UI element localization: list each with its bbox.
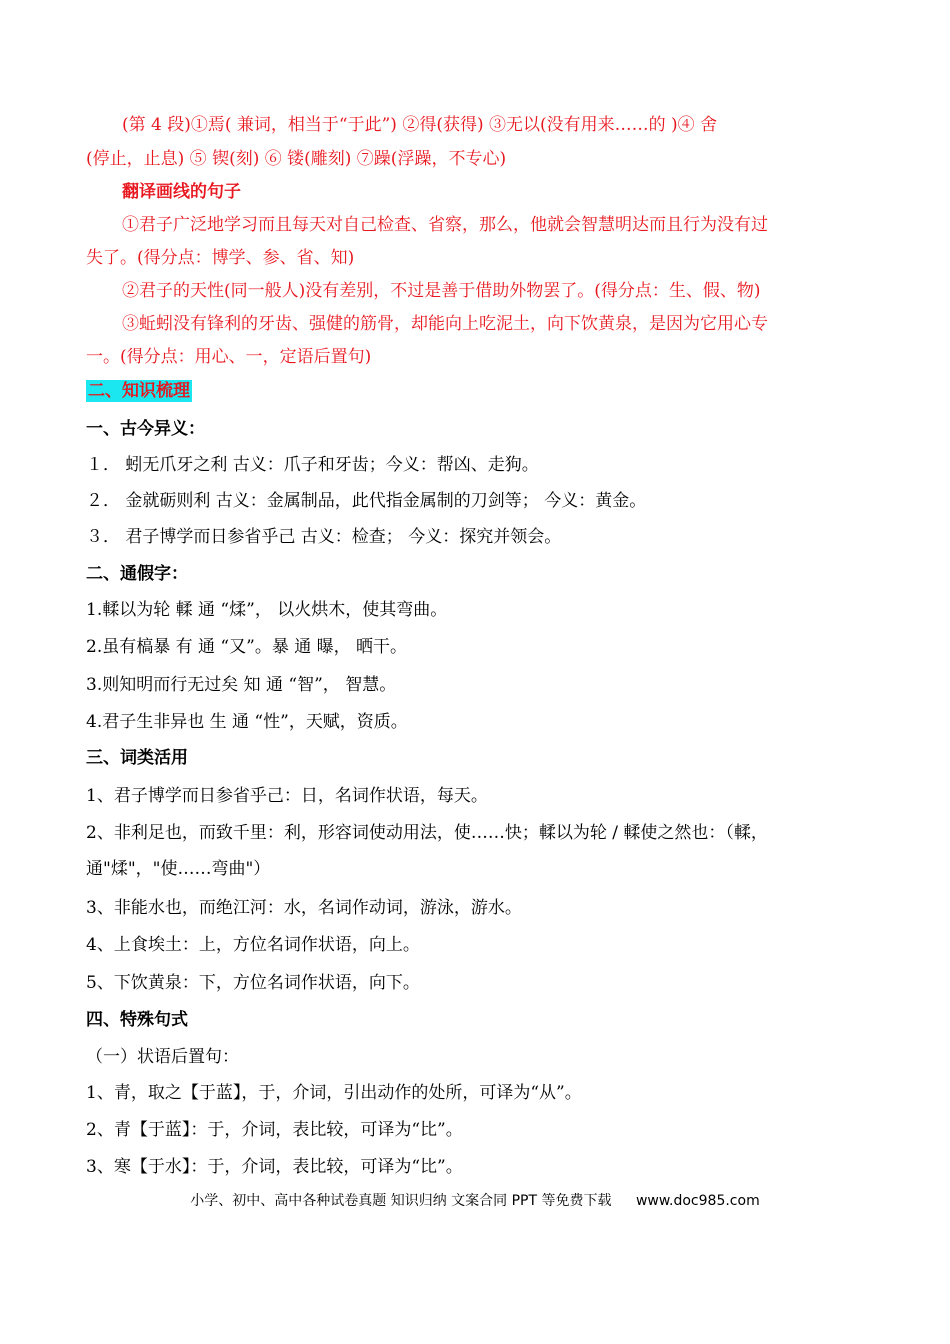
list-item: 4.君子生非异也 生 通 “性”，天赋，资质。 — [86, 712, 408, 732]
sentence3-line2: 一。(得分点：用心、一，定语后置句) — [86, 347, 372, 367]
footer-url: www.doc985.com — [635, 1193, 760, 1209]
footer-text: 小学、初中、高中各种试卷真题 知识归纳 文案合同 PPT 等免费下载 — [190, 1193, 612, 1209]
list-item: 1.輮以为轮 輮 通 “煣”， 以火烘木，使其弯曲。 — [86, 600, 448, 620]
list-item: 5、下饮黄泉：下，方位名词作状语，向下。 — [86, 973, 420, 993]
sentence1-line2: 失了。(得分点：博学、参、省、知) — [86, 248, 355, 268]
list-item: 通"煣"，"使……弯曲"） — [86, 859, 271, 879]
list-item: 3、寒【于水】：于，介词，表比较，可译为“比”。 — [86, 1157, 463, 1177]
translate-heading: 翻译画线的句子 — [122, 182, 241, 202]
heading-word-class: 三、词类活用 — [86, 748, 188, 768]
para4-notes-line1: (第 4 段)①焉( 兼词，相当于“于此”) ②得(获得) ③无以(没有用来……的 )④ 舍 — [122, 115, 718, 135]
list-item: 3、非能水也，而绝江河：水，名词作动词，游泳，游水。 — [86, 898, 522, 918]
sentence2-line1: ②君子的天性(同一般人)没有差别，不过是善于借助外物罢了。(得分点：生、假、物) — [122, 281, 761, 301]
list-item: ３． 君子博学而日参省乎己 古义：检查； 今义：探究并领会。 — [86, 527, 562, 547]
section-heading-knowledge — [86, 379, 864, 403]
list-item: 1、青，取之【于蓝】，于，介词，引出动作的处所，可译为“从”。 — [86, 1083, 582, 1103]
list-item: 2、青【于蓝】：于，介词，表比较，可译为“比”。 — [86, 1120, 463, 1140]
para4-notes-line2: (停止，止息) ⑤ 锲(刻) ⑥ 镂(雕刻) ⑦躁(浮躁，不专心) — [86, 149, 507, 169]
list-item: ２． 金就砺则利 古义：金属制品，此代指金属制的刀剑等； 今义：黄金。 — [86, 491, 647, 511]
list-item: １． 蚓无爪牙之利 古义：爪子和牙齿；今义：帮凶、走狗。 — [86, 455, 539, 475]
highlighted-heading: 二、知识梳理 — [88, 381, 190, 401]
page-footer — [0, 1191, 950, 1211]
sentence1-line1: ①君子广泛地学习而且每天对自己检查、省察，那么，他就会智慧明达而且行为没有过 — [122, 215, 768, 235]
sentence3-line1: ③蚯蚓没有锋利的牙齿、强健的筋骨，却能向上吃泥土，向下饮黄泉，是因为它用心专 — [122, 314, 768, 334]
subheading-adverbial-postposition: （一）状语后置句： — [86, 1047, 239, 1067]
heading-ancient-modern: 一、古今异义： — [86, 419, 205, 439]
list-item: 4、上食埃土：上，方位名词作状语，向上。 — [86, 935, 420, 955]
list-item: 2.虽有槁暴 有 通 “又”。暴 通 曝， 晒干。 — [86, 637, 408, 657]
heading-special-syntax: 四、特殊句式 — [86, 1010, 188, 1030]
list-item: 1、君子博学而日参省乎己：日，名词作状语，每天。 — [86, 786, 488, 806]
heading-tongjia: 二、通假字： — [86, 564, 188, 584]
list-item: 3.则知明而行无过矣 知 通 “智”， 智慧。 — [86, 675, 397, 695]
list-item: 2、非利足也，而致千里：利，形容词使动用法，使……快；輮以为轮 / 輮使之然也：（輮， — [86, 823, 768, 843]
